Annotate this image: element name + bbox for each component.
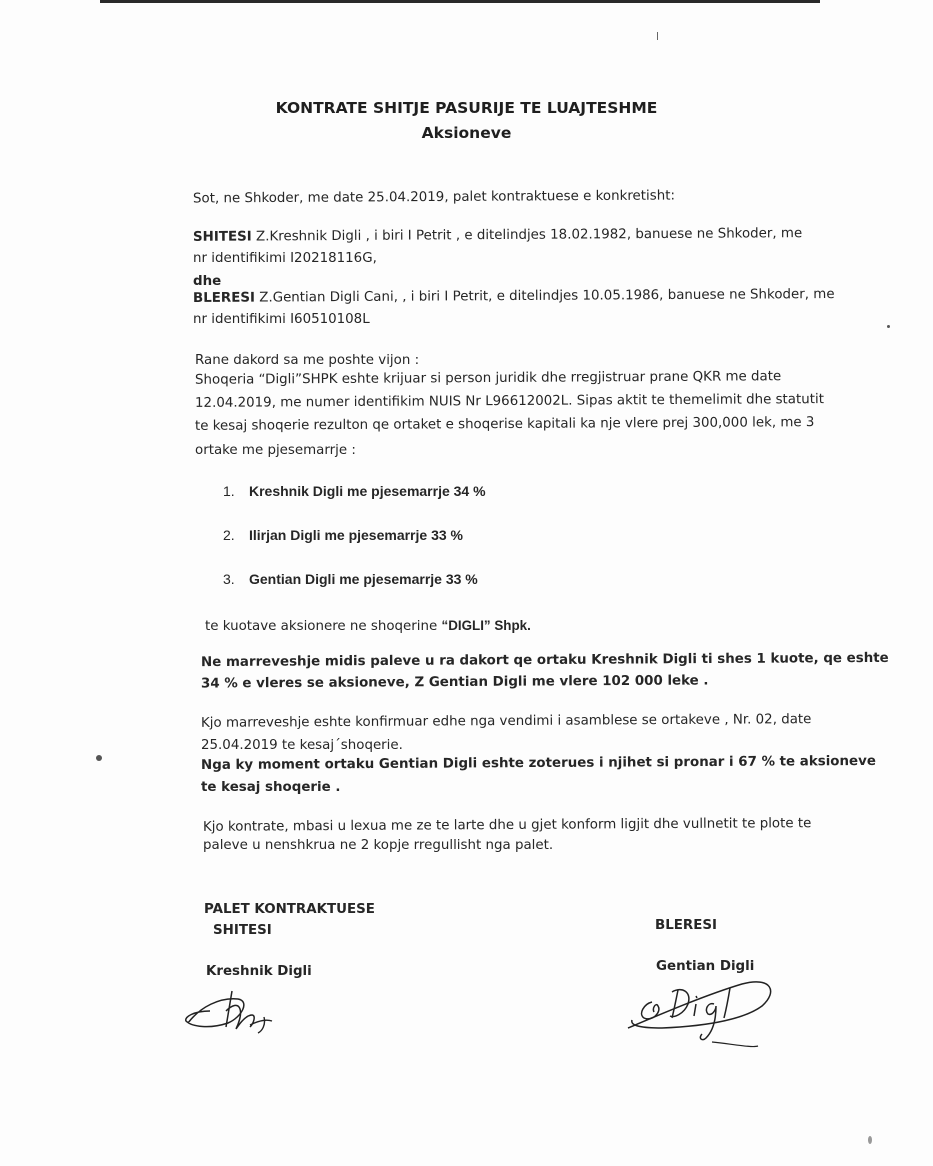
partner-item-2 — [223, 527, 463, 544]
seller-signature — [180, 985, 290, 1040]
scan-edge-line — [100, 0, 820, 3]
partner-item-1 — [223, 483, 486, 500]
scan-speck — [887, 325, 890, 328]
ownership-line-1: Nga ky moment ortaku Gentian Digli eshte zoterues i njihet si pronar i 67 % te aksioneve — [200, 753, 876, 774]
buyer-line-2: nr identifikimi I60510108L — [193, 312, 370, 327]
contract-subtitle: Aksioneve — [421, 124, 512, 142]
buyer-sign-name: Gentian Digli — [656, 959, 755, 974]
deal-line-1: Ne marreveshje midis paleve u ra dakort qe ortaku Kreshnik Digli ti shes 1 kuote, qe eshte — [200, 650, 889, 671]
partner-text: Gentian Digli me pjesemarrje 33 % — [249, 571, 478, 587]
partner-text: Kreshnik Digli me pjesemarrje 34 % — [249, 483, 486, 499]
buyer-sign-label: BLERESI — [655, 918, 717, 933]
deal-line-2: 34 % e vleres se aksioneve, Z Gentian Digli me vlere 102 000 leke . — [200, 673, 709, 692]
partner-number: 3. — [223, 571, 235, 587]
quotas-line — [205, 617, 531, 635]
buyer-details: Z.Gentian Digli Cani, , i biri I Petrit, e ditelindjes 10.05.1986, banuese ne Shkoder, me — [254, 287, 835, 306]
buyer-signature — [622, 968, 782, 1053]
agreement-line-3: 12.04.2019, me numer identifikim NUIS Nr L96612002L. Sipas aktit te themelimit dhe statutit — [194, 392, 824, 411]
partner-item-3 — [223, 571, 478, 588]
closing-line-2: paleve u nenshkrua ne 2 kopje rregullisht nga palet. — [203, 838, 554, 853]
partner-number: 1. — [223, 483, 235, 499]
parties-label: PALET KONTRAKTUESE — [204, 902, 375, 917]
seller-line-1 — [193, 225, 802, 246]
contract-title: KONTRATE SHITJE PASURIJE TE LUAJTESHME — [275, 99, 658, 117]
intro-line: Sot, ne Shkoder, me date 25.04.2019, palet kontraktuese e konkretisht: — [192, 188, 676, 207]
agreement-line-5: ortake me pjesemarrje : — [195, 443, 356, 458]
company-suffix: Shpk. — [490, 618, 531, 633]
agreement-line-4: te kesaj shoqerie rezulton qe ortaket e shoqerise kapitali ka nje vlere prej 300,000 lek, me 3 — [194, 415, 815, 434]
company-name: “DIGLI” — [441, 618, 491, 633]
seller-details: Z.Kreshnik Digli , i biri I Petrit , e ditelindjes 18.02.1982, banuese ne Shkoder, me — [251, 226, 803, 245]
confirm-line-2: 25.04.2019 te kesaj´shoqerie. — [201, 738, 403, 753]
buyer-label: BLERESI — [192, 290, 256, 306]
seller-sign-label: SHITESI — [213, 923, 272, 938]
partner-text: Ilirjan Digli me pjesemarrje 33 % — [249, 527, 463, 543]
confirm-line-1: Kjo marreveshje eshte konfirmuar edhe nga vendimi i asamblese se ortakeve , Nr. 02, date — [200, 712, 812, 731]
buyer-line-1 — [193, 286, 835, 307]
scan-speck — [868, 1136, 872, 1144]
agreement-line-1: Rane dakord sa me poshte vijon : — [195, 353, 420, 368]
seller-label: SHITESI — [192, 229, 252, 245]
agreement-line-2: Shoqeria “Digli”SHPK eshte krijuar si person juridik dhe rregjistruar prane QKR me date — [194, 369, 782, 388]
scan-speck — [96, 755, 102, 761]
scan-mark — [657, 32, 658, 40]
ownership-line-2: te kesaj shoqerie . — [201, 780, 341, 795]
seller-sign-name: Kreshnik Digli — [206, 964, 312, 979]
and-word: dhe — [193, 274, 222, 289]
partner-number: 2. — [223, 527, 235, 543]
seller-line-2: nr identifikimi I20218116G, — [193, 251, 377, 266]
closing-line-1: Kjo kontrate, mbasi u lexua me ze te larte dhe u gjet konform ligjit dhe vullnetit te plote te — [202, 816, 812, 835]
quotas-text: te kuotave aksionere ne shoqerine — [205, 619, 442, 634]
